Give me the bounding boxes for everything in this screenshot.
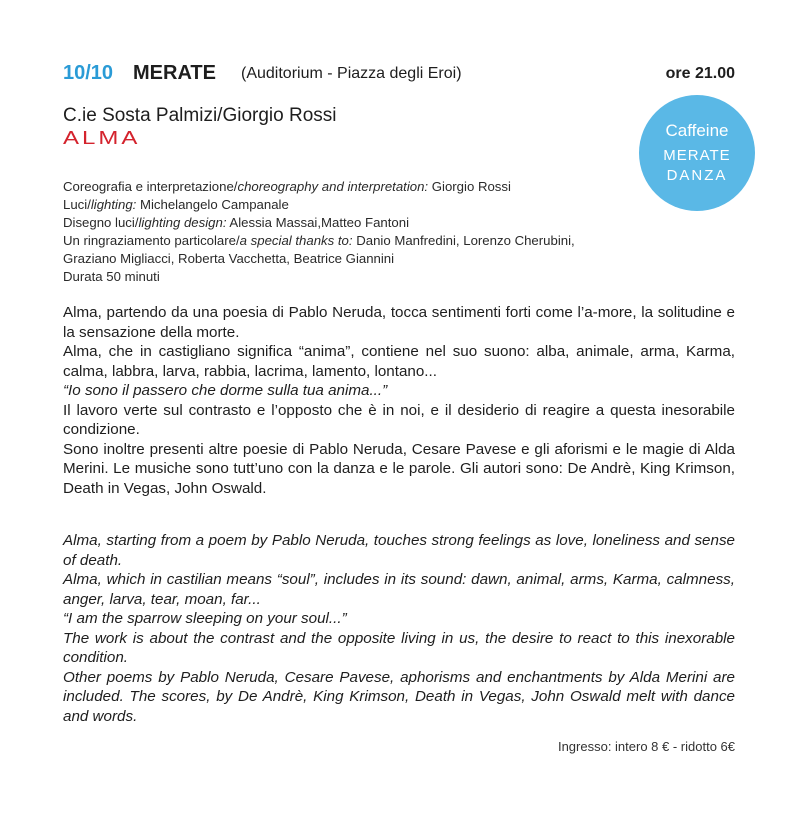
ticket-price: Ingresso: intero 8 € - ridotto 6€ <box>557 739 735 754</box>
company-name: C.ie Sosta Palmizi/Giorgio Rossi <box>63 105 337 126</box>
paragraph: Other poems by Pablo Neruda, Cesare Pavese, aphorisms and enchantments by Alda Merini are included. The scores, by De Andrè, King Krimson, Death in Vegas, John Oswald melt with dance and words. <box>63 668 735 725</box>
event-date: 10/10 <box>63 62 114 84</box>
credit-line <box>63 232 663 250</box>
credits-block <box>63 178 663 286</box>
credit-en: lighting design: <box>138 215 227 230</box>
credit-line <box>63 268 663 286</box>
credit-value: Danio Manfredini, Lorenzo Cherubini, <box>352 233 575 248</box>
badge-line-1: Caffeine <box>665 121 729 140</box>
show-title <box>63 128 140 156</box>
credit-it: Luci/ <box>63 197 91 212</box>
credit-line <box>63 178 663 196</box>
credit-line <box>63 196 663 214</box>
badge-line-3: DANZA <box>666 167 728 184</box>
credit-it: Un ringraziamento particolare/ <box>63 233 240 248</box>
credit-it: Coreografia e interpretazione/ <box>63 179 238 194</box>
credit-en: a special thanks to: <box>239 233 353 248</box>
paragraph: The work is about the contrast and the opposite living in us, the desire to react to this inexorable condition. <box>63 629 735 666</box>
show-title-text: ALMA <box>63 128 141 149</box>
event-venue: (Auditorium - Piazza degli Eroi) <box>241 65 462 82</box>
quote: “I am the sparrow sleeping on your soul...” <box>63 610 347 627</box>
description-italian <box>63 303 735 498</box>
credit-line <box>63 250 663 268</box>
duration: Durata 50 minuti <box>63 269 160 284</box>
event-time: ore 21.00 <box>665 65 735 82</box>
paragraph: Alma, which in castilian means “soul”, includes in its sound: dawn, animal, arms, Karma, calmness, anger, larva, tear, moan, far... <box>63 571 735 608</box>
description-english <box>63 531 735 726</box>
credit-value: Graziano Migliacci, Roberta Vacchetta, Beatrice Giannini <box>63 251 395 266</box>
credit-line <box>63 214 663 232</box>
credit-value: Alessia Massai,Matteo Fantoni <box>226 215 409 230</box>
paragraph: Alma, che in castigliano significa “anima”, contiene nel suo suono: alba, animale, arma, Karma, calma, labbra, larva, rabbia, lacrima, lamento, lontano... <box>63 343 735 380</box>
paragraph: Alma, partendo da una poesia di Pablo Neruda, tocca sentimenti forti come l’a-more, la solitudine e la sensazione della morte. <box>63 304 735 341</box>
event-header <box>63 62 735 88</box>
event-page <box>63 0 735 819</box>
credit-it: Disegno luci/ <box>63 215 139 230</box>
credit-en: choreography and interpretation: <box>237 179 429 194</box>
event-city: MERATE <box>133 62 216 84</box>
credit-en: lighting: <box>90 197 137 212</box>
paragraph: Sono inoltre presenti altre poesie di Pablo Neruda, Cesare Pavese e gli aforismi e le magie di Alda Merini. Le musiche sono tutt’uno con la danza e le parole. Gli autori sono: De Andrè, King Krimson, Death in Vegas, John Oswald. <box>63 440 735 497</box>
quote: “Io sono il passero che dorme sulla tua anima...” <box>63 382 388 399</box>
badge-line-2: MERATE <box>663 147 731 164</box>
credit-value: Giorgio Rossi <box>428 179 511 194</box>
credit-value: Michelangelo Campanale <box>136 197 289 212</box>
paragraph: Il lavoro verte sul contrasto e l’opposto che è in noi, e il desiderio di reagire a questa inesorabile condizione. <box>63 401 735 438</box>
paragraph: Alma, starting from a poem by Pablo Neruda, touches strong feelings as love, loneliness and sense of death. <box>63 532 735 569</box>
